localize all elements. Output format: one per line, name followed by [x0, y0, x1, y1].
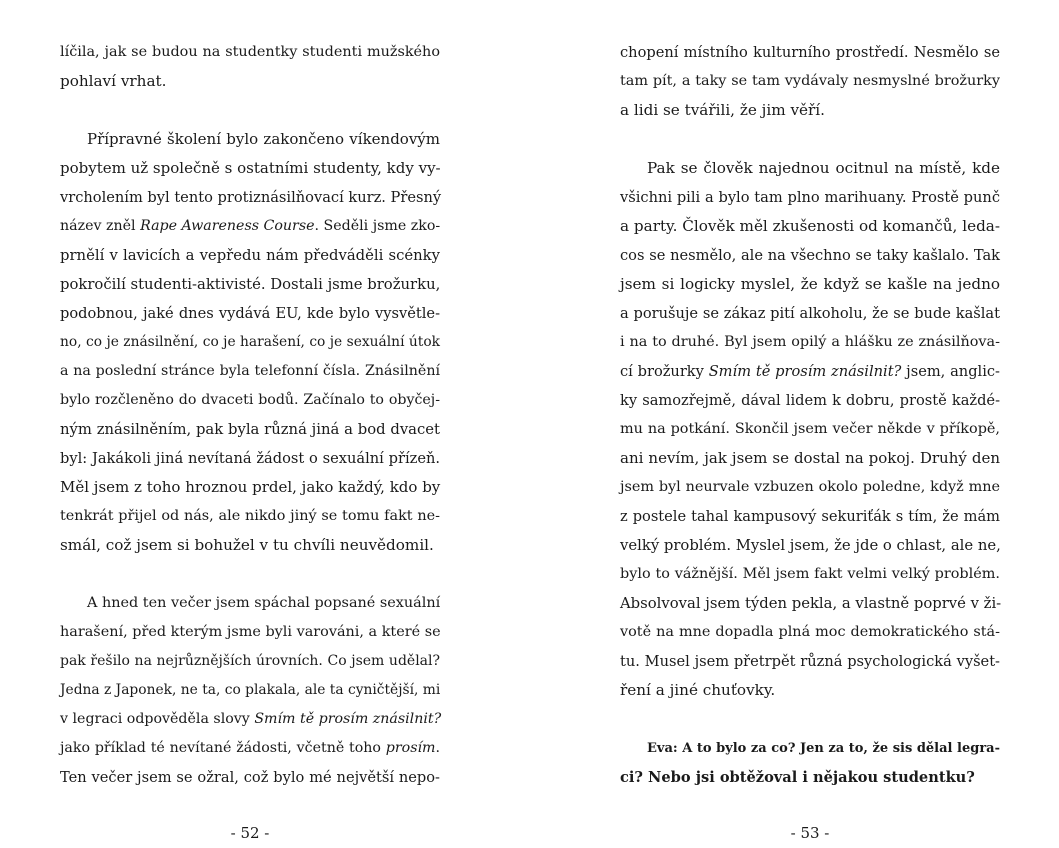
text-segment: a party. Člověk měl zkušenosti od komančů, leda-	[620, 217, 1000, 235]
text-line	[620, 328, 1000, 357]
text-segment: jsem si logicky myslel, že když se kašle na jedno	[620, 275, 1000, 293]
text-segment: tam pít, a taky se tam vydávaly nesmyslné brožurky	[620, 73, 1000, 89]
text-line	[620, 531, 1000, 560]
text-line	[60, 183, 440, 212]
text-segment: .	[435, 740, 440, 756]
text-segment: mu na potkání. Skončil jsem večer někde v příkopě,	[620, 421, 1000, 437]
left-page-text	[60, 38, 440, 792]
text-line	[620, 154, 1000, 183]
paragraph-gap	[60, 560, 440, 589]
text-line	[60, 38, 440, 67]
text-segment: . Seděli jsme zko-	[314, 218, 441, 234]
right-page-text	[620, 38, 1000, 792]
text-line	[620, 212, 1000, 241]
text-segment: harašení, před kterým jsme byli varováni, a které se	[60, 624, 441, 640]
text-segment: cos se nesmělo, ale na všechno se taky kašlalo. Tak	[620, 247, 1000, 264]
text-line	[620, 444, 1000, 473]
paragraph-gap	[620, 705, 1000, 734]
text-segment: velký problém. Myslel jsem, že jde o chlast, ale ne,	[620, 537, 1001, 554]
text-segment: ani nevím, jak jsem se dostal na pokoj. Druhý den	[620, 449, 1000, 467]
text-segment: ným znásilněním, pak byla různá jiná a bod dvacet	[60, 421, 440, 438]
text-line	[60, 270, 440, 299]
text-segment: Eva: A to bylo za co? Jen za to, že sis dělal legra-	[647, 741, 1000, 756]
text-segment: Přípravné školení bylo zakončeno víkendovým	[87, 130, 440, 148]
text-segment: pokročilí studenti-aktivisté. Dostali jsme brožurku,	[60, 276, 441, 293]
text-segment: pak řešilo na nejrůznějších úrovních. Co jsem udělal?	[60, 653, 440, 669]
text-segment: z postele tahal kampusový sekuriťák s tím, že mám	[620, 508, 1000, 525]
text-line	[620, 589, 1000, 618]
text-line	[60, 415, 440, 444]
text-line	[620, 473, 1000, 502]
text-segment: tu. Musel jsem přetrpět různá psychologická vyšet-	[620, 653, 1000, 670]
text-segment: jako příklad té nevítané žádosti, včetně toho	[60, 740, 386, 756]
text-line	[60, 386, 440, 415]
text-segment: ření a jiné chuťovky.	[620, 681, 776, 699]
text-segment: líčila, jak se budou na studentky studenti mužského	[60, 44, 440, 60]
text-line	[60, 531, 440, 560]
left-page	[60, 0, 440, 848]
text-segment: smál, což jsem si bohužel v tu chvíli neuvědomil.	[60, 536, 434, 554]
text-line	[620, 96, 1000, 125]
text-segment: jsem byl neurvale vzbuzen okolo poledne, když mne	[620, 479, 1000, 495]
text-segment: Měl jsem z toho hroznou prdel, jako každý, kdo by	[60, 478, 441, 496]
text-segment: chopení místního kulturního prostředí. Nesmělo se	[620, 44, 1000, 61]
text-line	[60, 212, 440, 241]
text-line	[620, 676, 1000, 705]
right-page-number: - 53 -	[790, 824, 830, 842]
text-line	[620, 38, 1000, 67]
text-segment: bylo to vážnější. Měl jsem fakt velmi velký problém.	[620, 566, 1000, 582]
text-line	[60, 705, 440, 734]
text-segment: byl: Jakákoli jiná nevítaná žádost o sexuální přízeň.	[60, 450, 440, 467]
text-line	[620, 386, 1000, 415]
text-line	[60, 647, 440, 676]
italic-text: Rape Awareness Course	[140, 218, 315, 234]
text-line	[620, 415, 1000, 444]
text-line	[620, 502, 1000, 531]
text-line	[60, 618, 440, 647]
text-segment: i na to druhé. Byl jsem opilý a hlášku ze znásilňova-	[620, 334, 1000, 350]
italic-text: Smím tě prosím znásilnit?	[254, 711, 442, 727]
text-segment: prnělí v lavicích a vepředu nám předváděli scénky	[60, 247, 440, 264]
text-line	[60, 67, 440, 96]
text-segment: Pak se člověk najednou ocitnul na místě, kde	[647, 159, 1000, 177]
text-line	[60, 125, 440, 154]
text-line	[620, 270, 1000, 299]
text-line	[60, 299, 440, 328]
text-line	[60, 763, 440, 792]
text-line	[60, 502, 440, 531]
text-segment: a na poslední stránce byla telefonní čísla. Znásilnění	[60, 363, 440, 379]
text-line	[620, 357, 1000, 386]
text-line	[620, 183, 1000, 212]
text-segment: ky samozřejmě, dával lidem k dobru, prostě každé-	[620, 392, 1000, 409]
paragraph-gap	[620, 125, 1000, 154]
text-line	[620, 618, 1000, 647]
text-segment: no, co je znásilnění, co je harašení, co je sexuální útok	[60, 334, 440, 350]
text-segment: podobnou, jaké dnes vydává EU, kde bylo vysvětle-	[60, 305, 440, 322]
text-segment: votě na mne dopadla plná moc demokratického stá-	[620, 624, 1000, 640]
text-segment: v legraci odpověděla slovy	[60, 711, 255, 727]
text-line	[620, 560, 1000, 589]
text-line	[60, 328, 440, 357]
text-line	[60, 154, 440, 183]
left-page-number: - 52 -	[230, 824, 270, 842]
text-segment: a porušuje se zákaz pití alkoholu, že se bude kašlat	[620, 305, 1000, 322]
right-page	[620, 0, 1000, 848]
text-line	[60, 676, 440, 705]
paragraph-gap	[60, 96, 440, 125]
text-segment: Absolvoval jsem týden pekla, a vlastně poprvé v ži-	[620, 595, 1002, 612]
text-line	[620, 67, 1000, 96]
text-segment: a lidi se tvářili, že jim věří.	[620, 101, 825, 119]
text-line	[60, 444, 440, 473]
text-line	[60, 241, 440, 270]
text-line	[60, 589, 440, 618]
text-line	[620, 299, 1000, 328]
text-line	[620, 734, 1000, 763]
text-segment: pobytem už společně s ostatními studenty, kdy vy-	[60, 159, 441, 177]
text-segment: název zněl	[60, 218, 141, 234]
text-segment: bylo rozčleněno do dvaceti bodů. Začínalo to obyčej-	[60, 392, 440, 408]
text-segment: A hned ten večer jsem spáchal popsané sexuální	[87, 595, 441, 611]
text-segment: pohlaví vrhat.	[60, 72, 167, 90]
text-line	[620, 763, 1000, 792]
text-segment: Ten večer jsem se ožral, což bylo mé největší nepo-	[60, 769, 440, 786]
text-segment: všichni pili a bylo tam plno marihuany. Prostě punč	[620, 189, 1000, 206]
text-segment: ci? Nebo jsi obtěžoval i nějakou studentku?	[620, 769, 975, 786]
text-line	[60, 734, 440, 763]
text-segment: vrcholením byl tento protiznásilňovací kurz. Přesný	[60, 189, 442, 206]
text-segment: jsem, anglic-	[901, 363, 1000, 380]
text-line	[620, 241, 1000, 270]
text-segment: cí brožurky	[620, 363, 709, 380]
italic-text: prosím	[385, 740, 436, 756]
text-line	[60, 357, 440, 386]
text-segment: tenkrát přijel od nás, ale nikdo jiný se tomu fakt ne-	[60, 508, 440, 524]
text-segment: Jedna z Japonek, ne ta, co plakala, ale ta cyničtější, mi	[60, 682, 441, 698]
text-line	[620, 647, 1000, 676]
text-line	[60, 473, 440, 502]
italic-text: Smím tě prosím znásilnit?	[708, 363, 902, 380]
